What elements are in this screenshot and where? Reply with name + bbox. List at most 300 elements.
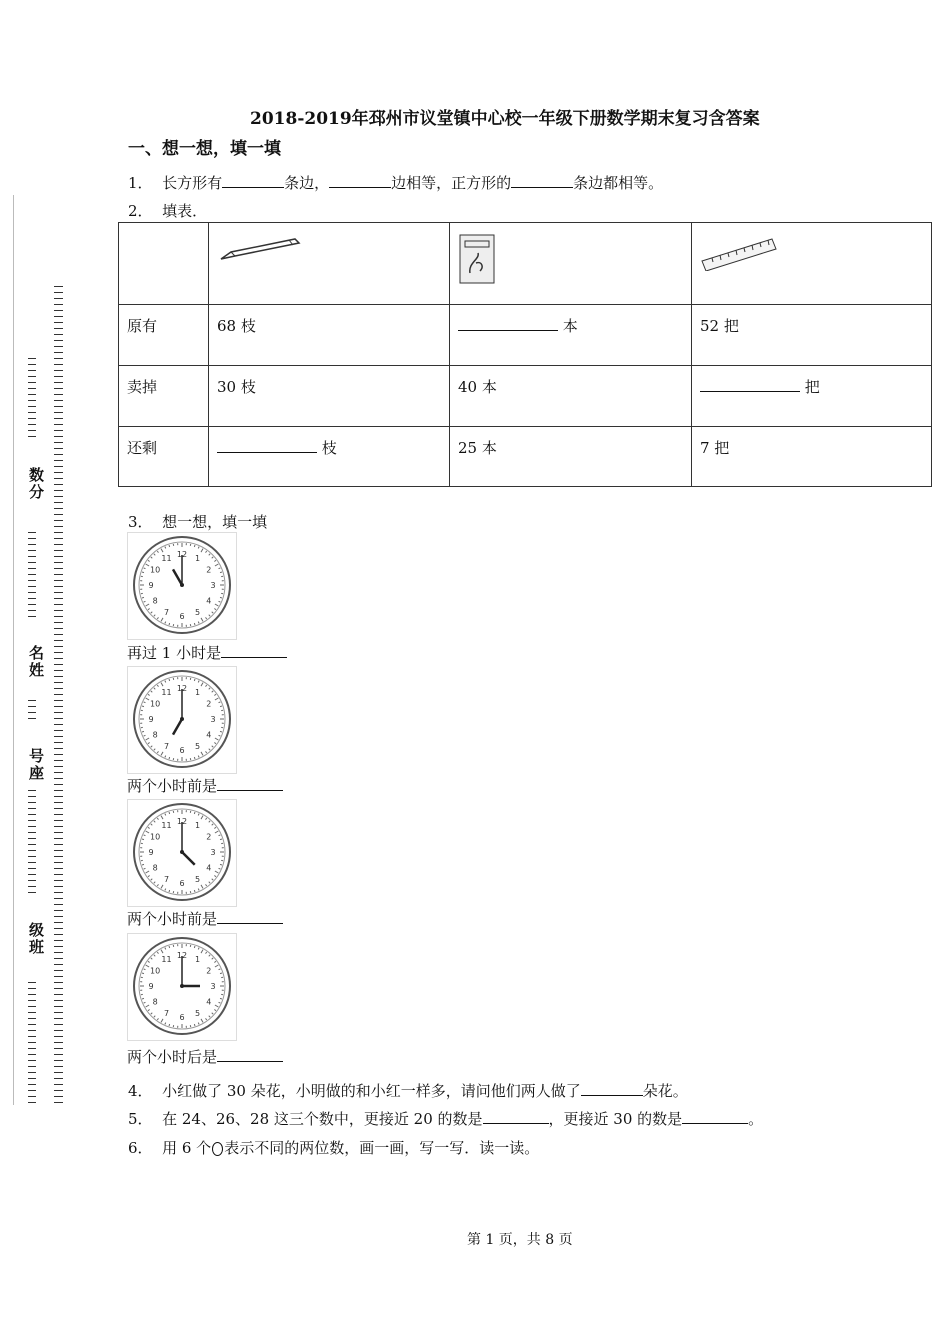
dash-mark (54, 346, 63, 347)
dash-mark (54, 658, 63, 659)
dash-mark (54, 718, 63, 719)
dash-mark (28, 712, 36, 713)
dash-mark (54, 832, 63, 833)
dash-mark (28, 436, 36, 437)
dash-mark (54, 322, 63, 323)
dash-mark (54, 880, 63, 881)
clock-tick (220, 731, 222, 732)
q1-blank-2[interactable] (329, 173, 391, 188)
caption-text: 两个小时后是 (127, 1048, 218, 1066)
dash-mark (54, 496, 63, 497)
side-label-class: 级班 (27, 922, 45, 956)
dash-mark (54, 520, 63, 521)
dash-mark (54, 898, 63, 899)
dash-mark (54, 802, 63, 803)
clock-tick (220, 572, 222, 573)
dash-mark (54, 850, 63, 851)
dash-mark (28, 892, 36, 893)
question-6 (128, 1137, 539, 1158)
dash-mark (28, 1042, 36, 1043)
clock-numeral: 5 (194, 607, 201, 617)
clock-center (180, 717, 184, 721)
clock-numeral: 2 (206, 832, 212, 842)
clock-numeral: 11 (161, 955, 172, 965)
dash-mark (54, 928, 63, 929)
cell-unit: 枝 (321, 439, 337, 457)
dash-mark (28, 700, 36, 701)
clock-numeral: 6 (179, 1013, 185, 1022)
dash-mark (28, 808, 36, 809)
dash-mark (54, 424, 63, 425)
question-5 (128, 1108, 763, 1129)
dash-mark (28, 568, 36, 569)
dash-mark (54, 796, 63, 797)
q1-text-a: 长方形有 (162, 174, 223, 192)
dash-mark (54, 736, 63, 737)
dash-mark (28, 616, 36, 617)
clock-numeral: 8 (152, 997, 158, 1007)
clock-numeral: 7 (163, 874, 170, 884)
caption-text: 两个小时前是 (127, 777, 218, 795)
cell-value: 25 本 (450, 427, 692, 487)
dash-mark (28, 364, 36, 365)
clock-tick (194, 623, 195, 625)
fill-table (118, 222, 932, 487)
pencil-cell (209, 223, 450, 305)
dash-mark (28, 886, 36, 887)
clock-numeral: 5 (194, 874, 201, 884)
clock-numeral: 2 (206, 966, 212, 976)
dash-mark (54, 472, 63, 473)
clock-numeral: 1 (194, 821, 201, 831)
dash-mark (54, 526, 63, 527)
clock-face (128, 934, 236, 1040)
dash-mark (28, 1030, 36, 1031)
dash-mark (54, 856, 63, 857)
clock-numeral: 6 (179, 746, 185, 755)
dash-mark (54, 826, 63, 827)
dash-mark (28, 376, 36, 377)
clock-numeral: 10 (150, 699, 161, 709)
dash-mark (54, 922, 63, 923)
dash-mark (54, 466, 63, 467)
clock-tick (220, 597, 222, 598)
clock-blank-2[interactable] (217, 776, 283, 791)
dash-mark (54, 706, 63, 707)
q1-blank-3[interactable] (511, 173, 573, 188)
dash-mark (54, 364, 63, 365)
dash-mark (28, 982, 36, 983)
dash-mark (28, 1048, 36, 1049)
dash-mark (28, 1024, 36, 1025)
dash-mark (54, 616, 63, 617)
answer-blank[interactable] (458, 316, 558, 331)
dash-mark (54, 820, 63, 821)
dash-mark (28, 868, 36, 869)
dash-mark (54, 1060, 63, 1061)
dash-mark (28, 604, 36, 605)
dash-mark (54, 328, 63, 329)
clock-caption-4 (127, 1046, 283, 1067)
clock-tick (194, 812, 195, 814)
row-label: 原有 (119, 305, 209, 366)
clock-tick (142, 973, 144, 974)
clock-3 (127, 799, 237, 907)
dash-mark (28, 802, 36, 803)
clock-tick (194, 890, 195, 892)
clock-tick (220, 864, 222, 865)
side-label-name: 名姓 (27, 645, 45, 679)
clock-blank-1[interactable] (221, 643, 287, 658)
clock-tick (194, 757, 195, 759)
clock-tick (194, 679, 195, 681)
clock-numeral: 10 (150, 832, 161, 842)
clock-numeral: 12 (176, 550, 188, 559)
dash-mark (54, 742, 63, 743)
q6-text-b: 表示不同的两位数，画一画，写一写．读一读。 (224, 1139, 540, 1157)
dash-mark (54, 778, 63, 779)
dash-mark (54, 358, 63, 359)
table-corner (119, 223, 209, 305)
dash-mark (54, 538, 63, 539)
dash-mark (54, 568, 63, 569)
clock-numeral: 12 (176, 684, 188, 693)
dash-mark (54, 388, 63, 389)
clock-tick (142, 572, 144, 573)
dash-mark (54, 640, 63, 641)
dash-mark (54, 1102, 63, 1103)
q1-number: 1． (128, 174, 153, 192)
dash-mark (28, 1072, 36, 1073)
dash-mark (54, 1030, 63, 1031)
pencil-icon (217, 233, 303, 263)
dash-mark (28, 562, 36, 563)
dash-mark (28, 574, 36, 575)
clock-blank-3[interactable] (217, 909, 283, 924)
dash-mark (54, 910, 63, 911)
page-footer: 第 1 页，共 8 页 (467, 1232, 573, 1248)
dash-mark (54, 904, 63, 905)
dash-mark (54, 1072, 63, 1073)
dash-mark (28, 1078, 36, 1079)
dash-mark (54, 790, 63, 791)
clock-numeral: 5 (194, 1008, 201, 1018)
dash-mark (28, 706, 36, 707)
dash-mark (28, 838, 36, 839)
book-icon (458, 233, 498, 287)
q2-number: 2． (128, 202, 153, 220)
dash-mark (54, 376, 63, 377)
dash-mark (54, 1018, 63, 1019)
dash-mark (54, 442, 63, 443)
clock-numeral: 7 (163, 1008, 170, 1018)
dash-mark (54, 316, 63, 317)
dash-mark (54, 580, 63, 581)
dash-mark (28, 1054, 36, 1055)
dash-mark (54, 634, 63, 635)
dash-mark (54, 622, 63, 623)
dash-mark (28, 826, 36, 827)
clock-tick (142, 597, 144, 598)
cell-value: 40 本 (450, 366, 692, 427)
dash-mark (54, 286, 63, 287)
dash-mark (28, 718, 36, 719)
dash-mark (54, 760, 63, 761)
clock-numeral: 4 (206, 863, 212, 873)
dash-mark (54, 412, 63, 413)
dash-mark (28, 1066, 36, 1067)
dash-mark (28, 394, 36, 395)
dash-mark (28, 598, 36, 599)
clock-caption-3 (127, 908, 283, 929)
dash-mark (28, 538, 36, 539)
dash-mark (28, 382, 36, 383)
clock-numeral: 10 (150, 565, 161, 575)
dash-mark (28, 856, 36, 857)
dash-mark (54, 490, 63, 491)
clock-tick (142, 864, 144, 865)
cell-unit: 把 (804, 378, 820, 396)
clock-blank-4[interactable] (217, 1047, 283, 1062)
dash-mark (28, 424, 36, 425)
dash-mark (54, 676, 63, 677)
q5-blank-1[interactable] (483, 1109, 549, 1124)
dash-mark (54, 952, 63, 953)
dash-mark (28, 844, 36, 845)
q1-blank-1[interactable] (222, 173, 284, 188)
dash-mark (28, 1018, 36, 1019)
dash-mark (54, 838, 63, 839)
table-row (119, 305, 932, 366)
dash-mark (28, 370, 36, 371)
q5-text-c: 。 (748, 1110, 764, 1128)
q5-number: 5． (128, 1110, 153, 1128)
section-heading: 一、想一想，填一填 (128, 139, 281, 159)
dash-mark (54, 292, 63, 293)
clock-tick (194, 1024, 195, 1026)
dash-mark (54, 1096, 63, 1097)
q2-text: 填表． (162, 202, 208, 220)
clock-numeral: 3 (210, 715, 216, 724)
dash-mark (54, 1054, 63, 1055)
dash-mark (28, 544, 36, 545)
clock-tick (169, 1024, 170, 1026)
dash-mark (54, 940, 63, 941)
dash-mark (28, 430, 36, 431)
cell-blank (450, 305, 692, 366)
ruler-icon (700, 233, 778, 271)
dash-mark (54, 586, 63, 587)
cell-value: 68 枝 (209, 305, 450, 366)
dash-mark (54, 508, 63, 509)
clock-tick (169, 890, 170, 892)
clock-tick (169, 545, 170, 547)
caption-text: 两个小时前是 (127, 910, 218, 928)
dash-mark (54, 544, 63, 545)
dash-mark (54, 892, 63, 893)
dash-mark (54, 448, 63, 449)
clock-numeral: 5 (194, 741, 201, 751)
cell-value: 52 把 (692, 305, 932, 366)
q5-blank-2[interactable] (682, 1109, 748, 1124)
dash-mark (28, 796, 36, 797)
dash-mark (54, 934, 63, 935)
dash-mark (54, 598, 63, 599)
dash-mark (28, 388, 36, 389)
dash-mark (54, 430, 63, 431)
dash-mark (54, 646, 63, 647)
dash-mark (54, 868, 63, 869)
circle-icon (212, 1142, 223, 1156)
dash-mark (54, 844, 63, 845)
dash-mark (54, 784, 63, 785)
margin-line (13, 195, 14, 1105)
clock-numeral: 2 (206, 565, 212, 575)
clock-center (180, 583, 184, 587)
dash-mark (28, 412, 36, 413)
dash-mark (28, 1102, 36, 1103)
question-1 (128, 172, 663, 193)
clock-numeral: 6 (179, 612, 185, 621)
dash-mark (54, 478, 63, 479)
clock-numeral: 11 (161, 688, 172, 698)
dash-mark (28, 832, 36, 833)
dash-mark (54, 532, 63, 533)
clock-tick (169, 623, 170, 625)
dash-mark (54, 298, 63, 299)
dash-mark (54, 958, 63, 959)
dash-mark (28, 1036, 36, 1037)
dash-mark (28, 814, 36, 815)
clock-tick (194, 946, 195, 948)
q4-blank[interactable] (581, 1081, 643, 1096)
clock-numeral: 7 (163, 741, 170, 751)
dash-mark (28, 988, 36, 989)
table-row (119, 427, 932, 487)
dash-mark (54, 988, 63, 989)
dash-mark (28, 1006, 36, 1007)
dash-mark (28, 1060, 36, 1061)
clock-tick (194, 545, 195, 547)
dash-mark (54, 712, 63, 713)
clock-numeral: 12 (176, 951, 188, 960)
dash-mark (28, 610, 36, 611)
row-label: 还剩 (119, 427, 209, 487)
dash-mark (54, 610, 63, 611)
dash-mark (54, 352, 63, 353)
clock-numeral: 8 (152, 596, 158, 606)
dash-mark (54, 808, 63, 809)
q4-number: 4． (128, 1082, 153, 1100)
dash-mark (54, 562, 63, 563)
dash-mark (28, 556, 36, 557)
dash-mark (54, 1078, 63, 1079)
clock-tick (142, 998, 144, 999)
dash-mark (54, 652, 63, 653)
dash-mark (54, 694, 63, 695)
dash-mark (54, 304, 63, 305)
q4-text: 小红做了 30 朵花，小明做的和小红一样多，请问他们两人做了 (162, 1082, 581, 1100)
clock-tick (169, 679, 170, 681)
dash-mark (54, 460, 63, 461)
dash-mark (54, 1000, 63, 1001)
dash-mark (54, 484, 63, 485)
answer-blank[interactable] (217, 438, 317, 453)
dash-mark (54, 754, 63, 755)
clock-numeral: 9 (148, 581, 154, 590)
dash-mark (54, 682, 63, 683)
clock-4 (127, 933, 237, 1041)
dash-mark (28, 586, 36, 587)
dash-mark (54, 994, 63, 995)
dash-mark (54, 1006, 63, 1007)
dash-mark (54, 370, 63, 371)
clock-caption-1 (127, 642, 287, 663)
dash-mark (54, 1084, 63, 1085)
dash-mark (54, 502, 63, 503)
clock-2 (127, 666, 237, 774)
dash-mark (54, 874, 63, 875)
clock-tick (142, 839, 144, 840)
dash-mark (54, 982, 63, 983)
clock-tick (169, 946, 170, 948)
dash-mark (54, 688, 63, 689)
cell-blank (692, 366, 932, 427)
dash-mark (28, 1012, 36, 1013)
dash-mark (54, 1024, 63, 1025)
answer-blank[interactable] (700, 377, 800, 392)
cell-value: 30 枝 (209, 366, 450, 427)
dash-mark (54, 970, 63, 971)
clock-tick (220, 998, 222, 999)
dash-mark (28, 358, 36, 359)
dash-mark (54, 628, 63, 629)
cell-blank (209, 427, 450, 487)
dash-mark (28, 790, 36, 791)
clock-numeral: 1 (194, 554, 201, 564)
cell-value: 7 把 (692, 427, 932, 487)
clock-face (128, 800, 236, 906)
clock-face (128, 533, 236, 639)
q6-number: 6． (128, 1139, 153, 1157)
dash-mark (54, 604, 63, 605)
dash-mark (28, 1084, 36, 1085)
clock-numeral: 8 (152, 730, 158, 740)
dash-mark (54, 556, 63, 557)
clock-center (180, 984, 184, 988)
dash-mark (54, 334, 63, 335)
dash-mark (54, 886, 63, 887)
clock-numeral: 4 (206, 730, 212, 740)
dash-mark (54, 1036, 63, 1037)
dash-mark (28, 550, 36, 551)
clock-numeral: 12 (176, 817, 188, 826)
dash-mark (28, 580, 36, 581)
dash-mark (54, 946, 63, 947)
clock-numeral: 3 (210, 581, 216, 590)
clock-tick (220, 706, 222, 707)
q3-number: 3． (128, 513, 153, 531)
dash-mark (54, 976, 63, 977)
dash-mark (28, 400, 36, 401)
clock-tick (169, 812, 170, 814)
clock-tick (169, 757, 170, 759)
dash-mark (54, 514, 63, 515)
dash-mark (54, 1048, 63, 1049)
q1-text-b: 条边， (284, 174, 330, 192)
clock-caption-2 (127, 775, 283, 796)
dash-mark (54, 1090, 63, 1091)
